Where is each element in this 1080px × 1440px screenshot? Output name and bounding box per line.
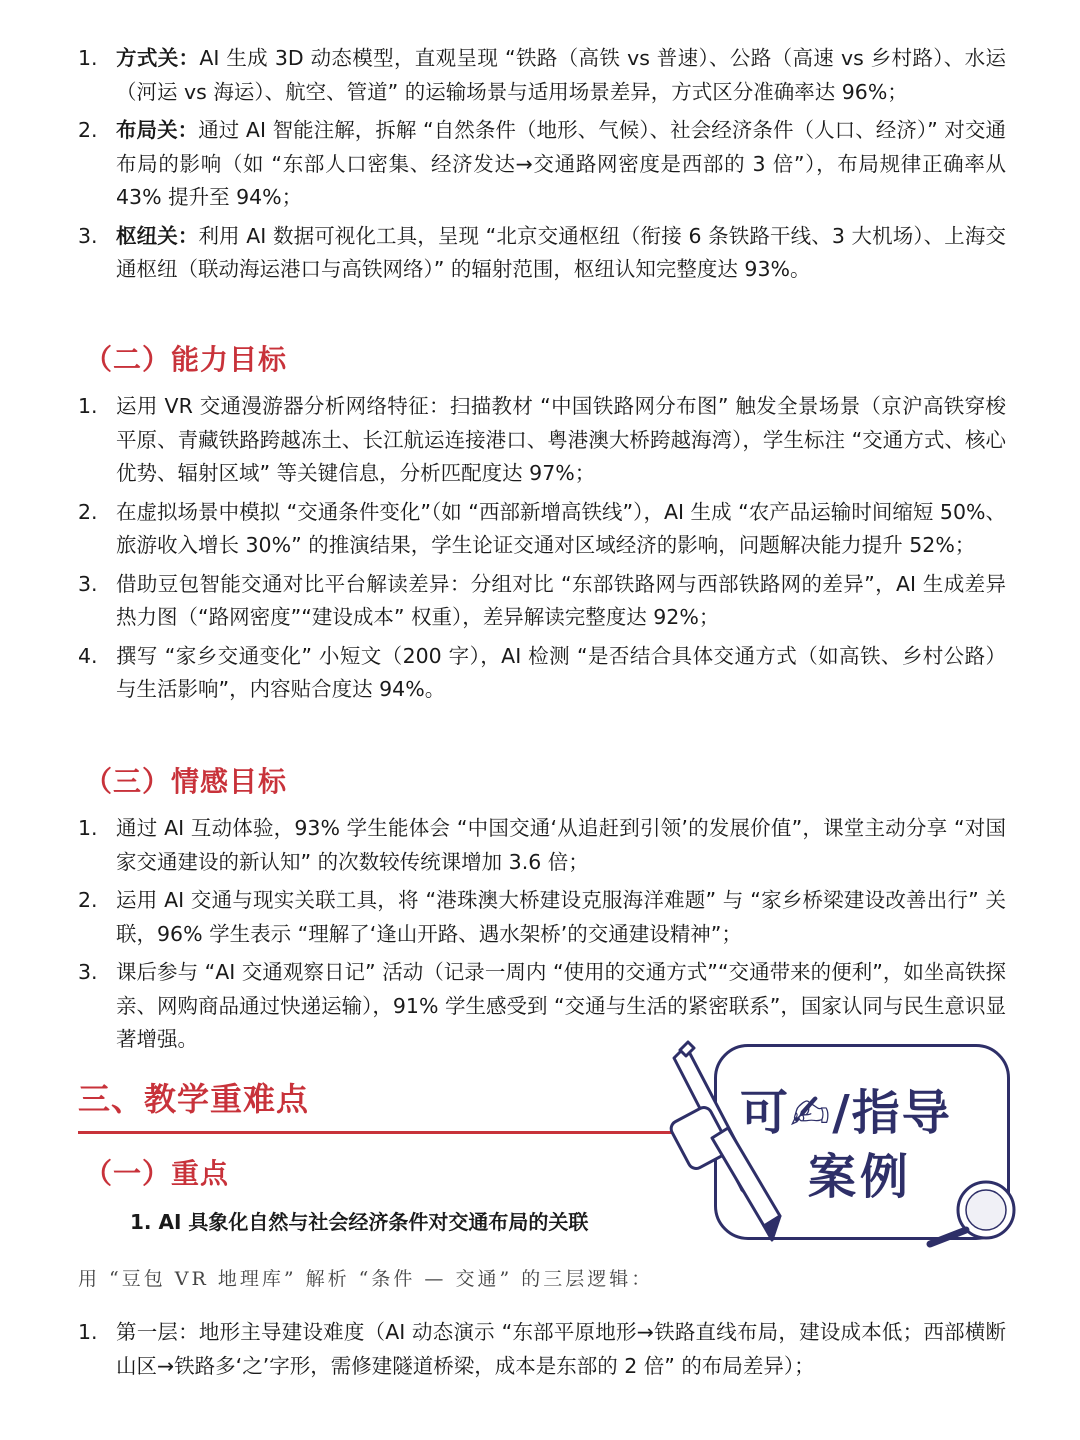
list-item: 1. 第一层：地形主导建设难度（AI 动态演示 “东部平原地形→铁路直线布局，建设成本低；西部横断山区→铁路多‘之’字形，需修建隧道桥梁，成本是东部的 2 倍” 的布局差异）；	[78, 1320, 1006, 1378]
list-item: 2. 在虚拟场景中模拟 “交通条件变化”（如 “西部新增高铁线”），AI 生成 “农产品运输时间缩短 50%、旅游收入增长 30%” 的推演结果，学生论证交通对区域经济的影响，问题解决能力提升 52%；	[78, 499, 1006, 557]
key-point-title: 1. AI 具象化自然与社会经济条件对交通布局的关联	[130, 1210, 589, 1234]
knowledge-goals-list	[78, 42, 1006, 292]
list-item: 4. 撰写 “家乡交通变化” 小短文（200 字），AI 检测 “是否结合具体交通方式（如高铁、乡村公路）与生活影响”，内容贴合度达 94%。	[78, 643, 1006, 701]
list-item: 1. 运用 VR 交通漫游器分析网络特征：扫描教材 “中国铁路网分布图” 触发全景场景（京沪高铁穿梭平原、青藏铁路跨越冻土、长江航运连接港口、粤港澳大桥跨越海湾），学生标注 “交通方式、核心优势、辐射区域” 等关键信息，分析匹配度达 97%；	[78, 394, 1006, 485]
list-item: 1. 通过 AI 互动体验，93% 学生能体会 “中国交通‘从追赶到引领’的发展价值”，课堂主动分享 “对国家交通建设的新认知” 的次数较传统课增加 3.6 倍；	[78, 816, 1006, 874]
list-item: 2. 运用 AI 交通与现实关联工具，将 “港珠澳大桥建设克服海洋难题” 与 “家乡桥梁建设改善出行” 关联，96% 学生表示 “理解了‘逢山开路、遇水架桥’的交通建设精神”；	[78, 888, 1006, 946]
section-divider	[78, 1131, 678, 1134]
intro-text: 用 “豆包 VR 地理库” 解析 “条件 — 交通” 的三层逻辑：	[78, 1268, 654, 1290]
badge-text-line2: 案例	[808, 1149, 913, 1205]
ability-goals-heading: （二）能力目标	[84, 343, 288, 376]
ability-goals-list	[78, 390, 1006, 712]
badge-text-line1: 可✍/指导	[740, 1085, 952, 1141]
emotion-goals-heading: （三）情感目标	[84, 765, 288, 798]
key-points-heading: （一）重点	[84, 1157, 230, 1190]
list-item: 3. 借助豆包智能交通对比平台解读差异：分组对比 “东部铁路网与西部铁路网的差异”，AI 生成差异热力图（“路网密度”“建设成本” 权重），差异解读完整度达 92%；	[78, 571, 1006, 629]
list-item: 3. 课后参与 “AI 交通观察日记” 活动（记录一周内 “使用的交通方式”“交通带来的便利”，如坐高铁探亲、网购商品通过快递运输），91% 学生感受到 “交通与生活的紧密联系”，国家认同与民生意识显著增强。	[78, 960, 1006, 1051]
emotion-goals-list	[78, 812, 1006, 1062]
list-item: 3. 枢纽关：利用 AI 数据可视化工具，呈现 “北京交通枢纽（衔接 6 条铁路干线、3 大机场）、上海交通枢纽（联动海运港口与高铁网络）” 的辐射范围，枢纽认知完整度达 93%。	[78, 223, 1007, 281]
list-item: 1. 方式关：AI 生成 3D 动态模型，直观呈现 “铁路（高铁 vs 普速）、公路（高速 vs 乡村路）、水运（河运 vs 海运）、航空、管道” 的运输场景与适用场景差异，方式区分准确率达 96%；	[78, 46, 1006, 104]
guidance-case-badge	[660, 1030, 1030, 1260]
list-item: 2. 布局关：通过 AI 智能注解，拆解 “自然条件（地形、气候）、社会经济条件（人口、经济）” 对交通布局的影响（如 “东部人口密集、经济发达→交通路网密度是西部的 3 倍”），布局规律正确率从 43% 提升至 94%；	[78, 118, 1006, 209]
section-title: 三、教学重难点	[78, 1080, 310, 1118]
logic-list	[78, 1316, 1006, 1388]
